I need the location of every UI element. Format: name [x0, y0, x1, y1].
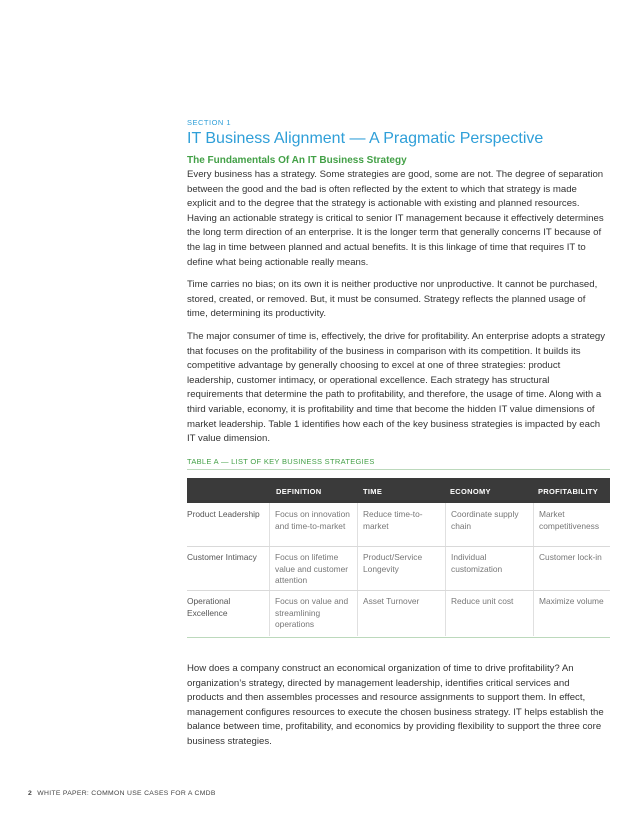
cell-time: Reduce time-to-market	[363, 509, 423, 531]
paragraph: How does a company construct an economical organization of time to drive profitability? An organization’s strategy, directed by management leadership, identifies critical services and products and then assembles processes and resource assignments to support them. In effect, management configures resources to execute the chosen business strategy. IT helps establish the balance between time, profitability, and economics by providing flexibility to support the three core business strategies.	[187, 663, 604, 747]
cell-profitability: Maximize volume	[539, 596, 604, 606]
row-divider	[187, 590, 610, 591]
cell-profitability: Customer lock-in	[539, 552, 602, 562]
cell-economy: Individual customization	[451, 552, 503, 574]
closing-content	[187, 662, 607, 758]
header-time: TIME	[363, 487, 383, 496]
column-divider	[357, 503, 358, 636]
footer-text: WHITE PAPER: COMMON USE CASES FOR A CMDB	[37, 790, 216, 797]
row-label: Customer Intimacy	[187, 552, 257, 562]
table-top-rule	[187, 469, 610, 470]
page-title: IT Business Alignment — A Pragmatic Perspective	[187, 130, 544, 147]
paragraph: Every business has a strategy. Some strategies are good, some are not. The degree of separation between the good and the bad is often reflected by the extent to which that strategy is made explicit and to the degree that the strategy is actionable with existing and planned resources. Having an actionable strategy is critical to senior IT management because it effectively determines the long term direction of an enterprise. It is the longer term that generally concerns IT because of the lag in time between planned and actual benefits. It is this linkage of time that requires IT to define what being actionable really means.	[187, 169, 604, 268]
cell-definition: Focus on value and streamlining operations	[275, 596, 349, 629]
paragraph: Time carries no bias; on its own it is neither productive nor unproductive. It cannot be purchased, stored, created, or removed. But, it must be consumed. Strategy reflects the planned usage of time, determining its productivity.	[187, 279, 598, 320]
row-divider	[187, 546, 610, 547]
cell-time: Asset Turnover	[363, 596, 420, 606]
cell-profitability: Market competitiveness	[539, 509, 600, 531]
column-divider	[269, 503, 270, 636]
section-label: SECTION 1	[187, 118, 232, 127]
cell-definition: Focus on lifetime value and customer attention	[275, 552, 349, 585]
cell-time: Product/Service Longevity	[363, 552, 423, 574]
page-footer	[28, 790, 216, 797]
header-definition: DEFINITION	[276, 487, 322, 496]
cell-economy: Reduce unit cost	[451, 596, 514, 606]
row-label: Product Leadership	[187, 509, 260, 519]
row-label: Operational Excellence	[187, 596, 231, 618]
column-divider	[533, 503, 534, 636]
table-caption: TABLE A — LIST OF KEY BUSINESS STRATEGIES	[187, 457, 375, 466]
intro-content	[187, 154, 607, 455]
table-header	[187, 478, 610, 503]
header-profitability: PROFITABILITY	[538, 487, 599, 496]
column-divider	[445, 503, 446, 636]
paragraph: The major consumer of time is, effectively, the drive for profitability. An enterprise adopts a strategy that focuses on the profitability of the business in comparison with its competition. It builds its competitive advantage by generally choosing to excel at one of three strategies: product leadership, customer intimacy, or operational excellence. Each strategy has structural requirements that determine the path to profitability, and therefore, the usage of time. Along with a third variable, economy, it is profitability and time that become the hidden IT value dimensions of market leadership. Table 1 identifies how each of the key business strategies is impacted by each IT value dimension.	[187, 330, 606, 445]
page-number: 2	[28, 790, 33, 797]
cell-economy: Coordinate supply chain	[451, 509, 519, 531]
table-bottom-rule	[187, 637, 610, 638]
subheading: The Fundamentals Of An IT Business Strategy	[187, 155, 407, 166]
header-economy: ECONOMY	[450, 487, 491, 496]
cell-definition: Focus on innovation and time-to-market	[275, 509, 350, 531]
